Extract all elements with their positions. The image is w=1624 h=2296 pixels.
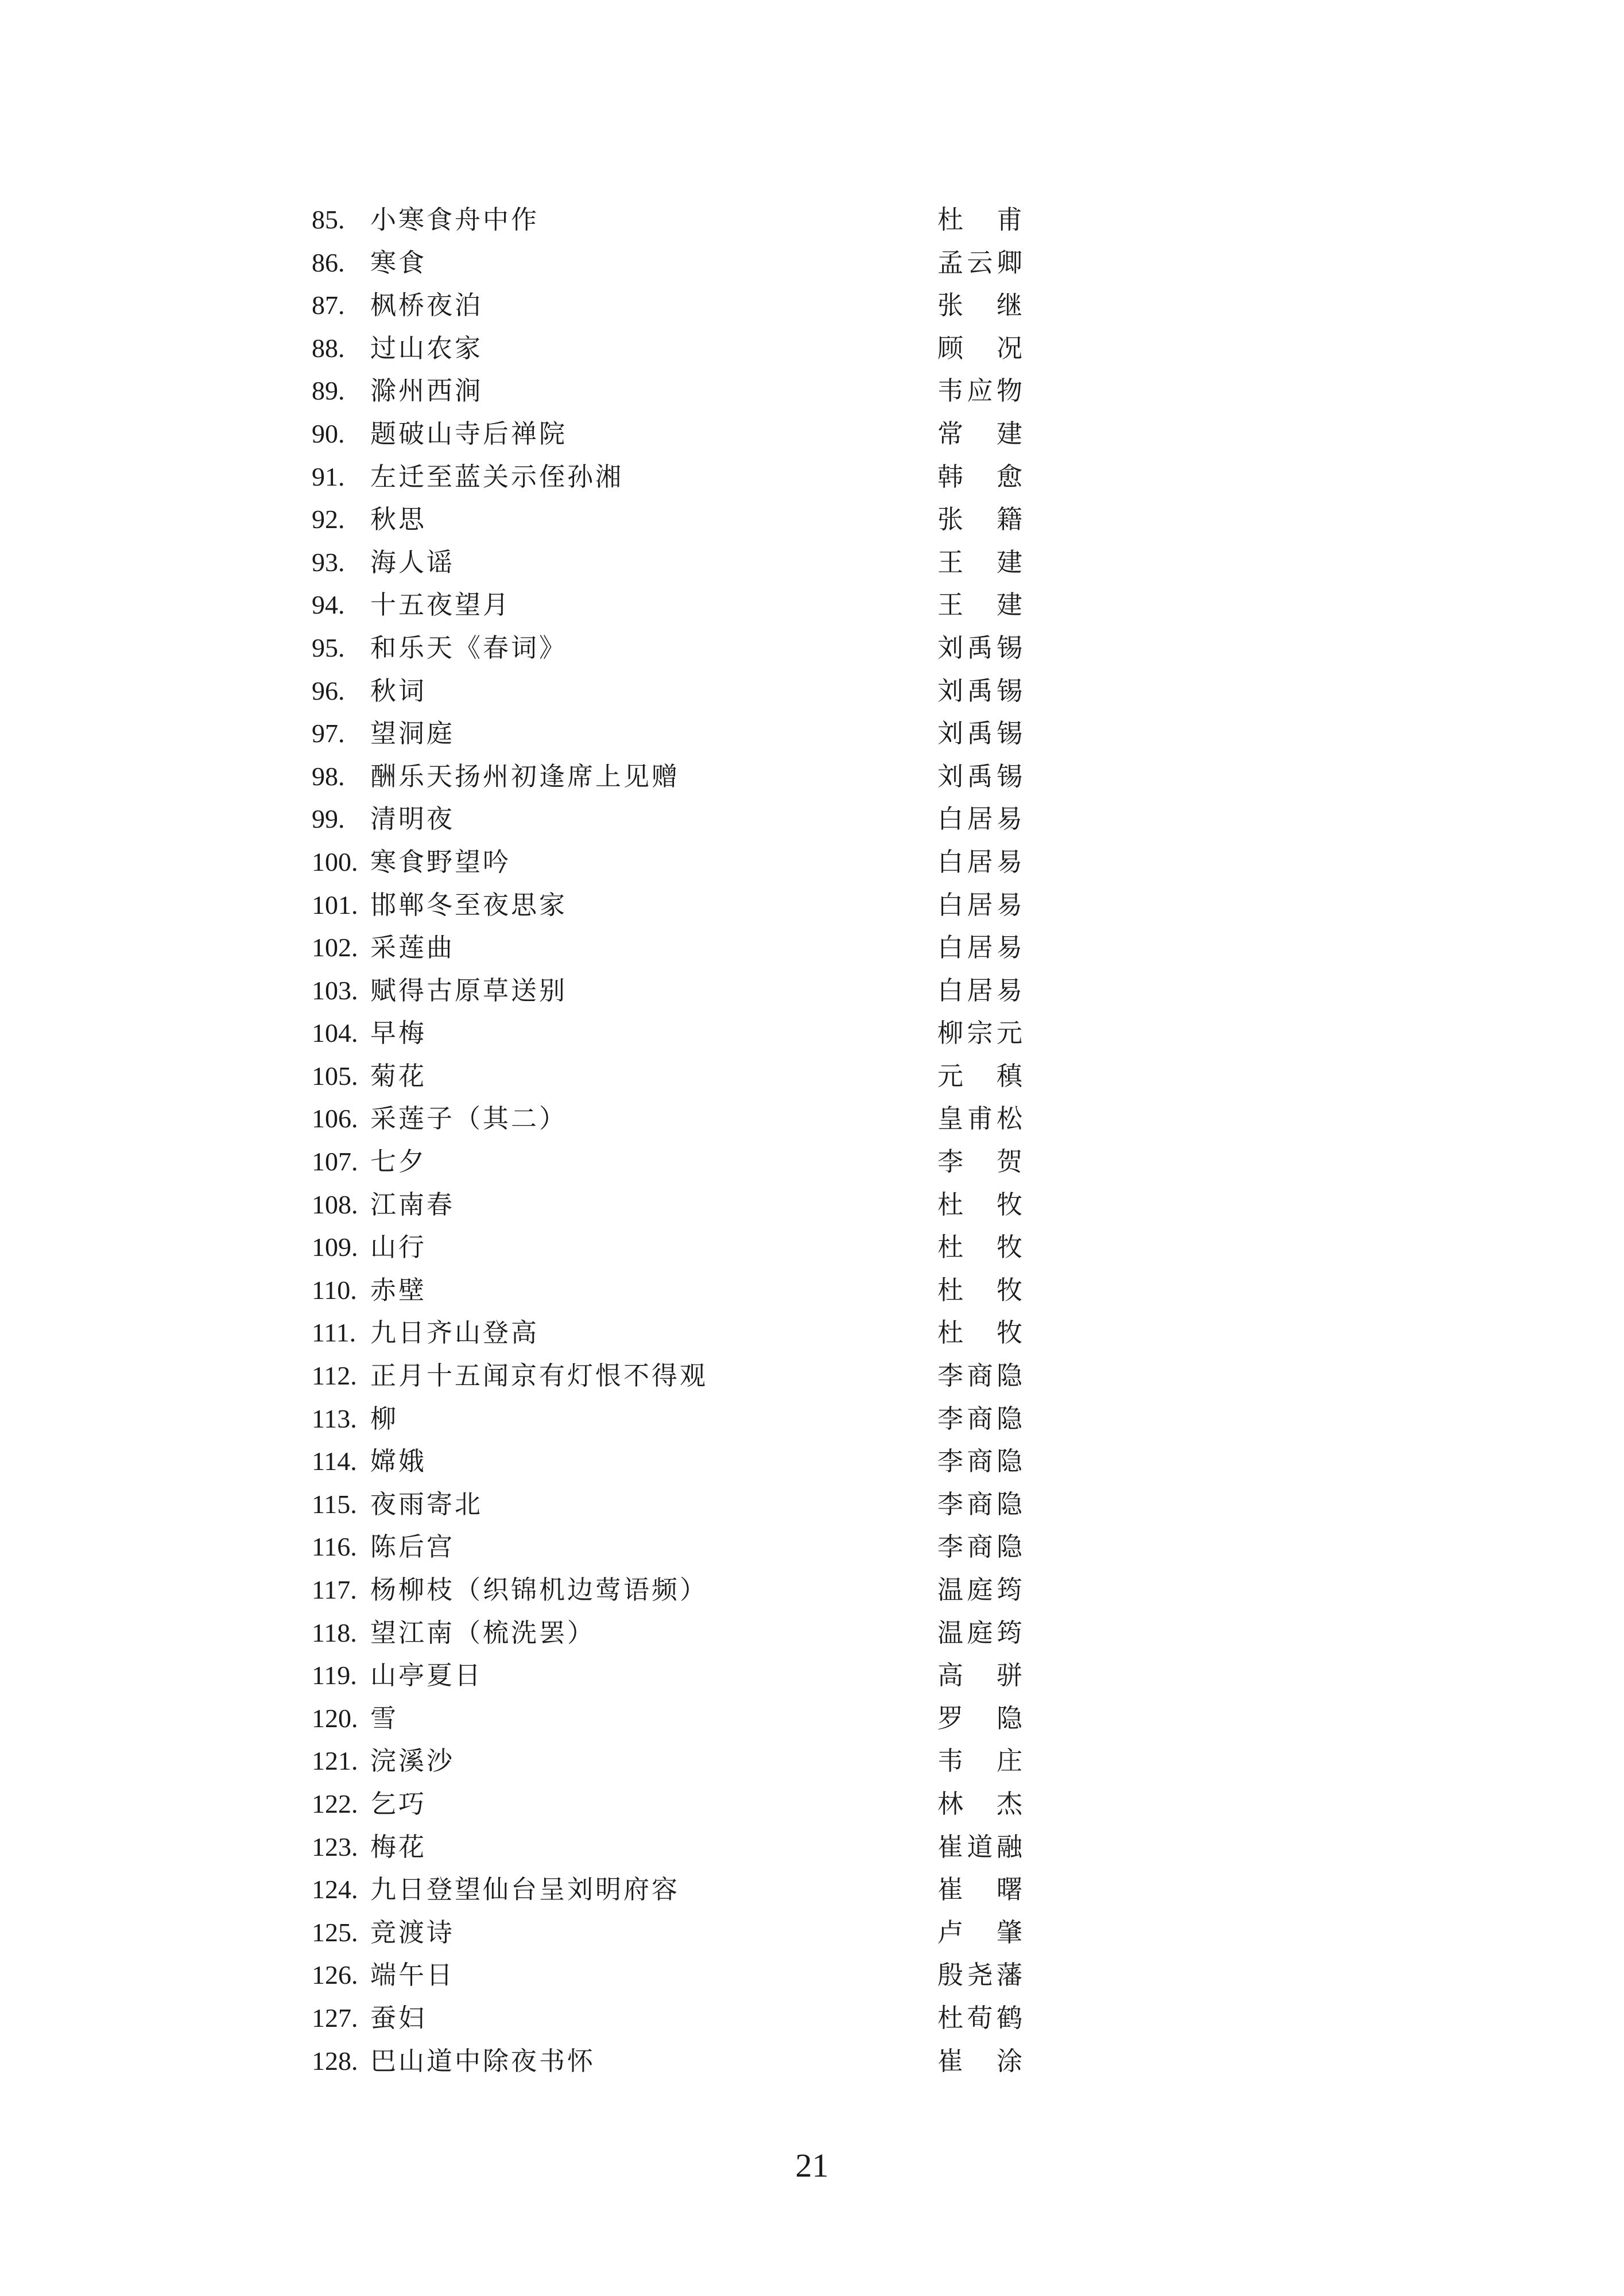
poem-title: 酬乐天扬州初逢席上见赠 xyxy=(370,761,680,792)
poem-title: 邯郸冬至夜思家 xyxy=(370,889,568,920)
poem-number: 126. xyxy=(312,1960,358,1990)
poem-number: 104. xyxy=(312,1018,358,1048)
poem-title: 寒食 xyxy=(370,247,427,278)
poem-number: 121. xyxy=(312,1746,358,1776)
poem-title: 采莲曲 xyxy=(370,932,455,963)
poem-author: 殷尧藩 xyxy=(937,1960,1024,1991)
poem-title: 九日齐山登高 xyxy=(370,1317,540,1348)
poem-entry xyxy=(312,1826,1024,1869)
poem-author: 白居易 xyxy=(937,846,1024,877)
poem-author: 元 稹 xyxy=(937,1060,1024,1091)
poem-entry xyxy=(312,1997,1024,2040)
poem-entry xyxy=(312,2040,1024,2083)
poem-number: 124. xyxy=(312,1875,358,1905)
poem-entry xyxy=(312,1569,1024,1612)
poem-number: 96. xyxy=(312,676,345,705)
poem-author: 王 建 xyxy=(937,589,1024,620)
poem-author: 韦 庄 xyxy=(937,1746,1024,1777)
poem-author: 崔 曙 xyxy=(937,1874,1024,1905)
poem-entry xyxy=(312,1097,1024,1141)
poem-title: 秋词 xyxy=(370,675,427,706)
poem-number: 111. xyxy=(312,1318,356,1348)
poem-author: 常 建 xyxy=(937,418,1024,449)
poem-number: 90. xyxy=(312,418,345,448)
poem-entry xyxy=(312,242,1024,285)
poem-number: 85. xyxy=(312,205,345,234)
poem-entry xyxy=(312,1954,1024,1997)
poem-number: 125. xyxy=(312,1917,358,1947)
poem-title: 浣溪沙 xyxy=(370,1746,455,1777)
poem-number: 98. xyxy=(312,761,345,791)
poem-entry xyxy=(312,1184,1024,1227)
poem-author: 张 继 xyxy=(937,290,1024,321)
poem-number: 92. xyxy=(312,505,345,534)
poem-number: 87. xyxy=(312,290,345,320)
poem-entry xyxy=(312,1226,1024,1269)
poem-author: 李 贺 xyxy=(937,1146,1024,1177)
poem-entry xyxy=(312,541,1024,584)
poem-author: 白居易 xyxy=(937,975,1024,1006)
poem-number: 108. xyxy=(312,1189,358,1219)
poem-title: 山行 xyxy=(370,1232,427,1263)
poem-author: 柳宗元 xyxy=(937,1018,1024,1049)
poem-number: 95. xyxy=(312,633,345,662)
poem-title: 清明夜 xyxy=(370,804,455,835)
poem-title: 嫦娥 xyxy=(370,1446,427,1477)
poem-number: 115. xyxy=(312,1489,357,1519)
poem-entry xyxy=(312,413,1024,456)
poem-number: 122. xyxy=(312,1789,358,1818)
poem-number: 109. xyxy=(312,1232,358,1262)
poem-entry xyxy=(312,1355,1024,1398)
poem-title: 柳 xyxy=(370,1403,399,1434)
poem-title: 巴山道中除夜书怀 xyxy=(370,2045,596,2076)
poem-title: 枫桥夜泊 xyxy=(370,290,483,321)
poem-title: 端午日 xyxy=(370,1960,455,1991)
poem-entry xyxy=(312,1312,1024,1355)
poem-entry xyxy=(312,1483,1024,1526)
poem-number: 123. xyxy=(312,1832,358,1861)
poem-author: 孟云卿 xyxy=(937,247,1024,278)
poem-entry xyxy=(312,1526,1024,1569)
poem-number: 105. xyxy=(312,1061,358,1091)
poem-number: 114. xyxy=(312,1446,357,1476)
poem-number: 88. xyxy=(312,333,345,363)
poem-number: 110. xyxy=(312,1275,357,1305)
poem-author: 杜 牧 xyxy=(937,1189,1024,1220)
poem-author: 温庭筠 xyxy=(937,1574,1024,1605)
poem-entry xyxy=(312,1740,1024,1783)
poem-title: 十五夜望月 xyxy=(370,589,511,620)
poem-title: 望洞庭 xyxy=(370,718,455,749)
poem-author: 李商隐 xyxy=(937,1531,1024,1562)
poem-number: 107. xyxy=(312,1147,358,1177)
poem-entry xyxy=(312,1440,1024,1483)
poem-entry xyxy=(312,1654,1024,1697)
poem-entry xyxy=(312,926,1024,969)
poem-author: 皇甫松 xyxy=(937,1103,1024,1134)
poem-number: 91. xyxy=(312,461,345,491)
poem-author: 杜 牧 xyxy=(937,1232,1024,1263)
poem-title: 题破山寺后禅院 xyxy=(370,418,568,449)
poem-author: 刘禹锡 xyxy=(937,718,1024,749)
poem-entry xyxy=(312,1868,1024,1911)
poem-number: 93. xyxy=(312,547,345,577)
poem-entry xyxy=(312,884,1024,927)
poem-number: 112. xyxy=(312,1361,357,1391)
page-number: 21 xyxy=(795,2147,829,2184)
poem-entry xyxy=(312,456,1024,499)
poem-author: 王 建 xyxy=(937,546,1024,577)
poem-author: 崔道融 xyxy=(937,1831,1024,1862)
poem-title: 夜雨寄北 xyxy=(370,1488,483,1519)
poem-title: 滁州西涧 xyxy=(370,375,483,406)
poem-author: 白居易 xyxy=(937,889,1024,920)
poem-number: 117. xyxy=(312,1575,357,1604)
poem-title: 竞渡诗 xyxy=(370,1917,455,1948)
poem-author: 韩 愈 xyxy=(937,461,1024,492)
poem-title: 菊花 xyxy=(370,1060,427,1091)
poem-number: 99. xyxy=(312,804,345,834)
poem-author: 高 骈 xyxy=(937,1660,1024,1691)
poem-number: 103. xyxy=(312,975,358,1005)
poem-number: 97. xyxy=(312,719,345,748)
poem-author: 林 杰 xyxy=(937,1788,1024,1819)
poem-number: 100. xyxy=(312,847,358,876)
poem-title: 乞巧 xyxy=(370,1788,427,1819)
poem-author: 杜 牧 xyxy=(937,1274,1024,1305)
poem-number: 128. xyxy=(312,2046,358,2076)
poem-title: 梅花 xyxy=(370,1831,427,1862)
poem-title: 小寒食舟中作 xyxy=(370,204,540,235)
poem-entry xyxy=(312,1612,1024,1655)
poem-author: 刘禹锡 xyxy=(937,761,1024,792)
poem-number: 101. xyxy=(312,890,358,920)
poem-author: 杜 甫 xyxy=(937,204,1024,235)
poem-entry xyxy=(312,199,1024,242)
poem-author: 白居易 xyxy=(937,932,1024,963)
poem-entry xyxy=(312,670,1024,713)
poem-title: 采莲子（其二） xyxy=(370,1103,568,1134)
poem-number: 118. xyxy=(312,1618,357,1647)
poem-title: 过山农家 xyxy=(370,332,483,363)
poem-author: 李商隐 xyxy=(937,1360,1024,1391)
poem-entry xyxy=(312,1697,1024,1740)
poem-title: 正月十五闻京有灯恨不得观 xyxy=(370,1360,708,1391)
poem-number: 127. xyxy=(312,2003,358,2033)
poem-entry xyxy=(312,841,1024,884)
poem-entry xyxy=(312,1783,1024,1826)
poem-title: 陈后宫 xyxy=(370,1531,455,1562)
poem-entry xyxy=(312,969,1024,1013)
poem-title: 蚕妇 xyxy=(370,2002,427,2033)
poem-number: 106. xyxy=(312,1104,358,1134)
poem-author: 张 籍 xyxy=(937,504,1024,535)
poem-number: 113. xyxy=(312,1403,357,1433)
poem-author: 杜荀鹤 xyxy=(937,2002,1024,2033)
poem-author: 李商隐 xyxy=(937,1403,1024,1434)
poem-title: 山亭夏日 xyxy=(370,1660,483,1691)
poem-title: 秋思 xyxy=(370,504,427,535)
poem-entry xyxy=(312,712,1024,755)
poem-author: 崔 涂 xyxy=(937,2045,1024,2076)
poem-entry xyxy=(312,1012,1024,1055)
poem-title: 九日登望仙台呈刘明府容 xyxy=(370,1874,680,1905)
poem-entry xyxy=(312,1911,1024,1954)
poem-number: 89. xyxy=(312,376,345,406)
poem-entry xyxy=(312,370,1024,413)
poem-number: 119. xyxy=(312,1661,357,1690)
poem-entry xyxy=(312,498,1024,541)
poem-entry xyxy=(312,627,1024,670)
poem-author: 顾 况 xyxy=(937,332,1024,363)
poem-author: 李商隐 xyxy=(937,1488,1024,1519)
poem-title: 海人谣 xyxy=(370,546,455,577)
poem-number: 102. xyxy=(312,933,358,963)
poem-entry xyxy=(312,1269,1024,1312)
poem-entry xyxy=(312,755,1024,798)
poem-title: 和乐天《春词》 xyxy=(370,632,568,663)
poem-list xyxy=(312,199,1024,2082)
poem-entry xyxy=(312,327,1024,370)
poem-number: 116. xyxy=(312,1532,357,1562)
poem-number: 94. xyxy=(312,590,345,620)
poem-title: 七夕 xyxy=(370,1146,427,1177)
poem-author: 刘禹锡 xyxy=(937,675,1024,706)
poem-number: 86. xyxy=(312,247,345,277)
poem-entry xyxy=(312,1055,1024,1098)
poem-entry xyxy=(312,1398,1024,1441)
poem-entry xyxy=(312,1141,1024,1184)
poem-title: 早梅 xyxy=(370,1018,427,1049)
poem-title: 赋得古原草送别 xyxy=(370,975,568,1006)
poem-author: 卢 肇 xyxy=(937,1917,1024,1948)
poem-author: 韦应物 xyxy=(937,375,1024,406)
poem-author: 白居易 xyxy=(937,804,1024,835)
poem-number: 120. xyxy=(312,1703,358,1733)
poem-author: 温庭筠 xyxy=(937,1617,1024,1648)
poem-author: 刘禹锡 xyxy=(937,632,1024,663)
poem-title: 赤壁 xyxy=(370,1274,427,1305)
poem-author: 杜 牧 xyxy=(937,1317,1024,1348)
poem-entry xyxy=(312,584,1024,627)
poem-title: 雪 xyxy=(370,1702,399,1733)
poem-entry xyxy=(312,284,1024,327)
poem-entry xyxy=(312,798,1024,841)
poem-title: 江南春 xyxy=(370,1189,455,1220)
poem-author: 罗 隐 xyxy=(937,1702,1024,1733)
poem-title: 左迁至蓝关示侄孙湘 xyxy=(370,461,624,492)
poem-title: 杨柳枝（织锦机边莺语频） xyxy=(370,1574,708,1605)
poem-title: 寒食野望吟 xyxy=(370,846,511,877)
poem-title: 望江南（梳洗罢） xyxy=(370,1617,596,1648)
poem-author: 李商隐 xyxy=(937,1446,1024,1477)
